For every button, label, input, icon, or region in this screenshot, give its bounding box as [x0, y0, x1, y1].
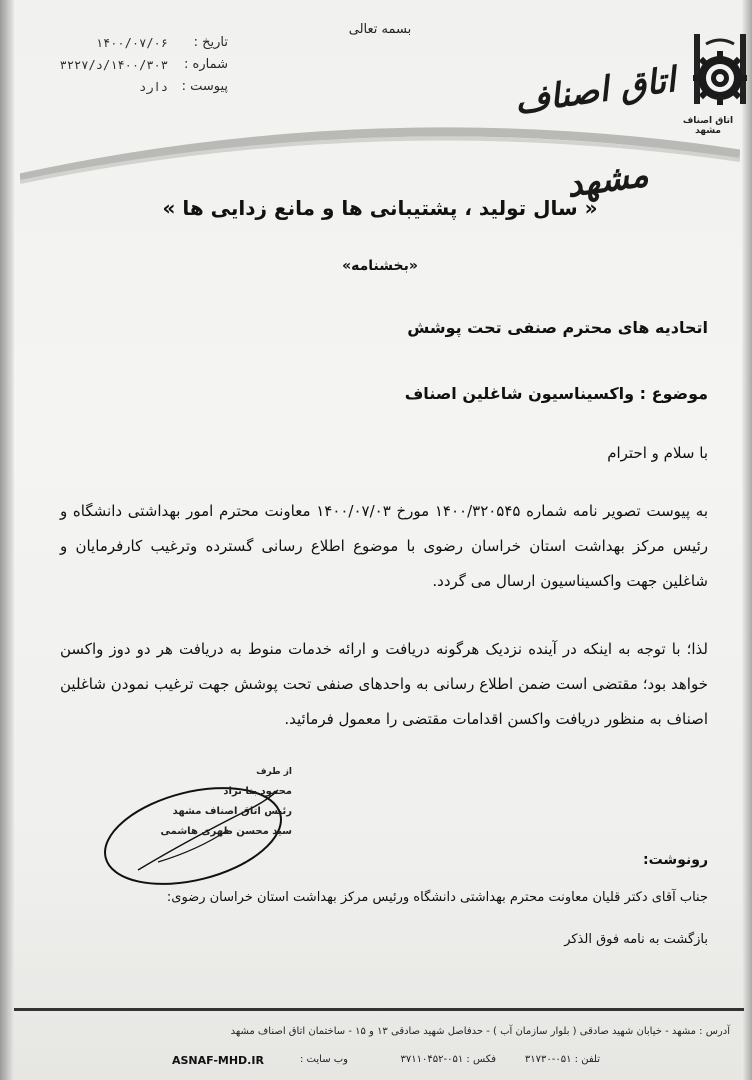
cc-note: بازگشت به نامه فوق الذکر	[564, 932, 708, 947]
year-slogan: « سال تولید ، پشتیبانی ها و مانع زدایی ها »	[162, 196, 598, 220]
footer-phone: تلفن : ۰۵۱-۳۱۷۳۰	[524, 1054, 600, 1065]
cc-title: رونوشت:	[643, 852, 708, 868]
meta-date-row	[48, 32, 248, 54]
footer-website: ASNAF-MHD.IR	[172, 1054, 264, 1067]
cc-recipient: جناب آقای دکتر قلیان معاونت محترم بهداشتی دانشگاه ورئیس مرکز بهداشت استان خراسان رضوی:	[166, 890, 708, 905]
number-value: ۱۴۰۰/۳۰۳/د/۳۲۲۷	[59, 58, 168, 72]
addressee-line: اتحادیه های محترم صنفی تحت پوشش	[407, 318, 708, 337]
logo-caption: اتاق اصناف مشهد	[682, 116, 734, 136]
attachment-label: پیوست :	[181, 79, 228, 94]
signature-text	[142, 762, 292, 842]
footer-divider	[14, 1008, 744, 1011]
signature-on-behalf: از طرف	[256, 767, 292, 777]
circular-heading: «بخشنامه»	[342, 258, 418, 274]
number-label: شماره :	[184, 57, 228, 72]
page-shadow-left	[0, 0, 14, 1080]
header-sweep-divider	[20, 120, 740, 190]
attachment-value: دارد	[139, 80, 168, 94]
signature-block	[98, 762, 298, 892]
greeting-line: با سلام و احترام	[607, 444, 708, 462]
meta-attachment-row	[48, 76, 248, 98]
page-shadow-right	[742, 0, 752, 1080]
footer-fax: فکس : ۰۵۱-۳۷۱۱۰۴۵۲	[400, 1054, 496, 1065]
body-paragraph-1: به پیوست تصویر نامه شماره ۱۴۰۰/۳۲۰۵۴۵ مورخ ۱۴۰۰/۰۷/۰۳ معاونت محترم امور بهداشتی دانشگاه و رئیس مرکز بهداشت استان خراسان رضوی با موضوع اطلاع رسانی گسترده وترغیب کارفرمایان و شاغلین جهت واکسیناسیون ارسال می گردد.	[60, 502, 708, 590]
gear-logo-icon	[692, 34, 748, 124]
brand-wordmark: اتاق اصناف مشهد	[512, 59, 678, 206]
footer-website-label: وب سایت :	[300, 1054, 348, 1065]
body-paragraph-2: لذا؛ با توجه به اینکه در آینده نزدیک هرگونه دریافت و ارائه خدمات منوط به دریافت هر دو دوز واکسن خواهد بود؛ مقتضی است ضمن اطلاع رسانی به واحدهای صنفی تحت پوشش جهت ترغیب نمودن شاغلین اصناف به منظور دریافت واکسن اقدامات مقتضی را معمول فرمائید.	[60, 640, 708, 728]
subject-line: موضوع : واکسیناسیون شاغلین اصناف	[404, 384, 708, 403]
meta-number-row	[48, 54, 248, 76]
date-value: ۱۴۰۰/۰۷/۰۶	[95, 36, 168, 50]
footer-address: آدرس : مشهد - خیابان شهید صادقی ( بلوار سازمان آب ) - حدفاصل شهید صادقی ۱۳ و ۱۵ - ساختمان اتاق اصناف مشهد	[230, 1026, 730, 1037]
letter-meta	[48, 32, 248, 98]
signature-name: محمود بنا نژاد	[223, 786, 292, 797]
signature-signer: سید محسن طهری هاشمی	[160, 826, 292, 837]
signature-title: رئیس اتاق اصناف مشهد	[172, 806, 292, 817]
bismillah-heading: بسمه تعالی	[348, 22, 412, 37]
date-label: تاریخ :	[193, 35, 228, 50]
